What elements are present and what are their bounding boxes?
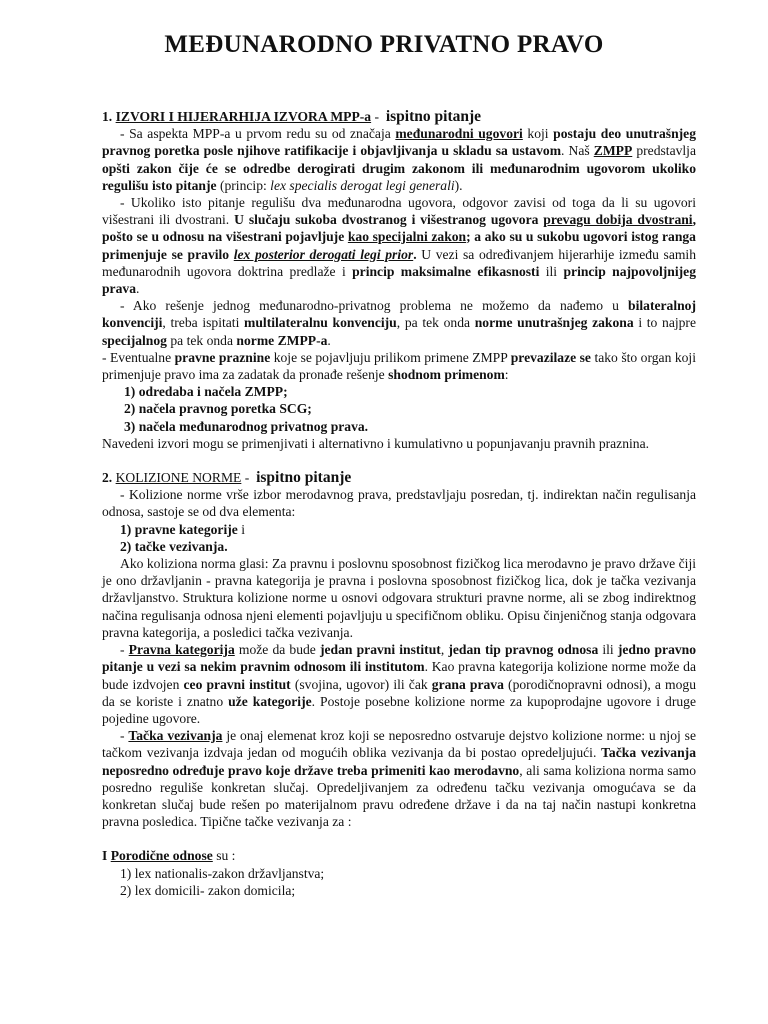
text-run: ; a ako su u sukobu ugovori istog ranga primenjuje se pravilo (102, 229, 696, 262)
text-run: prevagu dobija dvostrani (543, 212, 693, 228)
text-run: , (440, 642, 449, 658)
text-run: ili (598, 642, 618, 658)
section-1-title: IZVORI I HIJERARHIJA IZVORA MPP-a (115, 109, 372, 124)
text-run: međunarodni ugovori (395, 126, 523, 142)
text-run: koje se pojavljuju prilikom primene ZMPP (270, 349, 511, 365)
text-run: koji (522, 126, 554, 142)
paragraph-8 (102, 641, 696, 727)
section-2-heading (102, 469, 696, 486)
text-run: - Ukoliko isto pitanje regulišu dva međunarodna ugovora, odgovor zavisi od toga da li su ugovori višestrani ili dvostrani. (102, 195, 696, 228)
text-run: bilateralnoj konvenciji (102, 298, 696, 331)
text-run: ). (454, 177, 463, 193)
text-run: , pošto se u odnosu na višestrani pojavljuje (102, 212, 696, 245)
section-2-dash: - (241, 470, 253, 486)
text-run: Tačka vezivanja (128, 728, 223, 744)
paragraph-7 (102, 555, 696, 641)
text-run: Tačka vezivanja neposredno određuje pravo koje države treba primeniti kao merodavno (102, 745, 696, 778)
section-3-title: Porodične odnose (110, 848, 213, 864)
text-run: : (504, 367, 509, 383)
text-run: ceo pravni institut (183, 676, 291, 692)
section-2-title: KOLIZIONE NORME (115, 470, 242, 486)
text-run: , pa tek onda (396, 315, 475, 331)
text-run: (svojina, ugovor) ili čak (290, 676, 432, 692)
document-body (102, 108, 696, 899)
text-run: grana prava (431, 676, 504, 692)
list-item: 1) odredaba i načela ZMPP; (124, 384, 288, 400)
text-run: - Sa aspekta MPP-a u prvom redu su od značaja (120, 126, 396, 142)
text-run: lex posterior derogati legi prior (233, 246, 414, 262)
text-run: U slučaju sukoba dvostranog i višestranog ugovora (234, 212, 544, 228)
paragraph-9 (102, 727, 696, 830)
text-run: pravne praznine (174, 349, 271, 365)
text-run: (princip: (216, 177, 271, 193)
text-run: postaju deo unutrašnjeg pravnog poretka posle njihove ratifikacije i objavljivanja u skladu sa ustavom (102, 126, 697, 159)
text-run: , treba ispitati (162, 315, 245, 331)
section-2-exam-tag: ispitno pitanje (256, 469, 352, 487)
text-run: (porodičnopravni odnosi), a mogu da se koriste i znatno (102, 676, 696, 709)
text-run: kao specijalni zakon (347, 229, 467, 245)
text-run: U vezi sa određivanjem hijerarhije između samih međunarodnih ugovora doktrina predlaže i (102, 246, 696, 279)
text-run: . (135, 281, 140, 297)
text-run: . Kao pravna kategorija kolizione norme može da bude izdvojen (102, 659, 697, 692)
section-3-heading (102, 847, 696, 864)
section-2-number: 2. (102, 470, 113, 486)
paragraph-6 (102, 486, 696, 520)
text-run: Ako koliziona norma glasi: Za pravnu i poslovnu sposobnost fizičkog lica merodavno je pravo države čiji je ono državljanin - pravna kategorija je pravna i poslovna sposobnost fizičkog lica, dok je tačka vezivanja državljanstvo. Struktura kolizione norme u osnovi odgovara strukturi pravne norme, ali se zbog indirektnog načina regulisanja odnosa njeni elementi pojavljuju u specifičnom obliku. Opisu činjeničnog stanja odgovara pravna kategorija, a posledici tačka vezivanja. (102, 556, 696, 640)
text-run: - Eventualne (102, 349, 175, 365)
text-run: . (327, 332, 331, 348)
text-run: - Ako rešenje jednog međunarodno-privatnog problema ne možemo da nađemo u (120, 298, 629, 314)
text-run: princip najpovoljnijeg prava (102, 263, 696, 297)
text-run: shodnom primenom (388, 367, 505, 383)
list-item: 1) pravne kategorije i (120, 521, 245, 537)
text-run: . (413, 246, 417, 262)
text-run: može da bude (234, 642, 320, 658)
text-run: i to najpre (633, 315, 696, 331)
text-run: - Kolizione norme vrše izbor merodavnog prava, predstavljaju posredan, tj. indirektan način regulisanja odnosa, sastoje se od dva elementa: (102, 487, 696, 520)
text-run: jedno pravno pitanje u vezi sa nekim pravnim odnosom ili institutom (102, 642, 697, 675)
text-run: Pravna kategorija (128, 642, 235, 658)
family-relations-list (120, 865, 696, 899)
list-item: 2) tačke vezivanja. (120, 538, 228, 554)
text-run: norme unutrašnjeg zakona (474, 315, 634, 331)
text-run: , ali sama koliziona norma samo posredno reguliše konkretan slučaj. Opredeljivanjem za određenu tačku vezivanja omogućava se da konkretan slučaj bude rešen po materijalnom pravu određene države i da na taj način nastupi konkretna pravna posledica. Tipične tačke vezivanja za : (102, 762, 696, 830)
paragraph-2 (102, 194, 696, 297)
list-item: 2) lex domicili- zakon domicila; (120, 882, 296, 898)
text-run: tako što organ koji primenjuje pravo ima za zadatak da pronađe rešenje (102, 349, 696, 383)
text-run: uže kategorije (228, 693, 312, 709)
paragraph-3 (102, 297, 696, 349)
text-run: - (120, 728, 129, 744)
text-run: jedan tip pravnog odnosa (448, 642, 599, 658)
text-run: princip maksimalne efikasnosti (352, 263, 540, 279)
text-run: lex specialis derogat legi generali (270, 177, 455, 193)
text-run: norme ZMPP-a (236, 332, 328, 348)
text-run: predstavlja (632, 143, 696, 159)
section-1-dash: - (371, 109, 383, 124)
paragraph-4 (102, 349, 696, 383)
sources-list (124, 383, 696, 435)
text-run: prevazilaze se (510, 349, 591, 365)
text-run: . Naš (561, 143, 594, 159)
section-1-number: 1. (102, 109, 113, 124)
document-title: MEĐUNARODNO PRIVATNO PRAVO (164, 31, 604, 58)
text-run: specijalnog (102, 332, 167, 348)
list-item: 1) lex nationalis-zakon državljanstva; (120, 865, 325, 881)
list-item: 3) načela međunarodnog privatnog prava. (124, 418, 369, 434)
paragraph-5: Navedeni izvori mogu se primenjivati i alternativno i kumulativno u popunjavanju pravnih praznina. (102, 435, 650, 451)
section-1-exam-tag: ispitno pitanje (385, 108, 482, 125)
section-3-number: I (102, 848, 108, 864)
text-run: jedan pravni institut (319, 642, 441, 658)
elements-list (120, 521, 696, 555)
text-run: opšti zakon čije će se odredbe derogirati drugim zakonom ili međunarodnim ugovorom ukoliko regulišu isto pitanje (102, 160, 696, 193)
text-run: je onaj elemenat kroz koji se neposredno ostvaruje dejstvo kolizione norme: u njoj se tačkom vezivanja izdvaja jedan od mogućih oblika vezivanja da bi postao opredeljujući. (102, 728, 696, 761)
text-run: . Postoje posebne kolizione norme za kupoprodajne ugovore i druge pojedine ugovore. (102, 693, 696, 726)
section-3-suffix: su : (212, 848, 236, 864)
text-run: - (120, 642, 129, 658)
text-run: ZMPP (593, 143, 633, 159)
text-run: ili (539, 263, 564, 279)
text-run: multilateralnu konvenciju (244, 315, 397, 331)
paragraph-1 (102, 125, 696, 194)
section-1-heading (102, 108, 696, 125)
list-item: 2) načela pravnog poretka SCG; (124, 401, 312, 417)
text-run: pa tek onda (166, 332, 237, 348)
